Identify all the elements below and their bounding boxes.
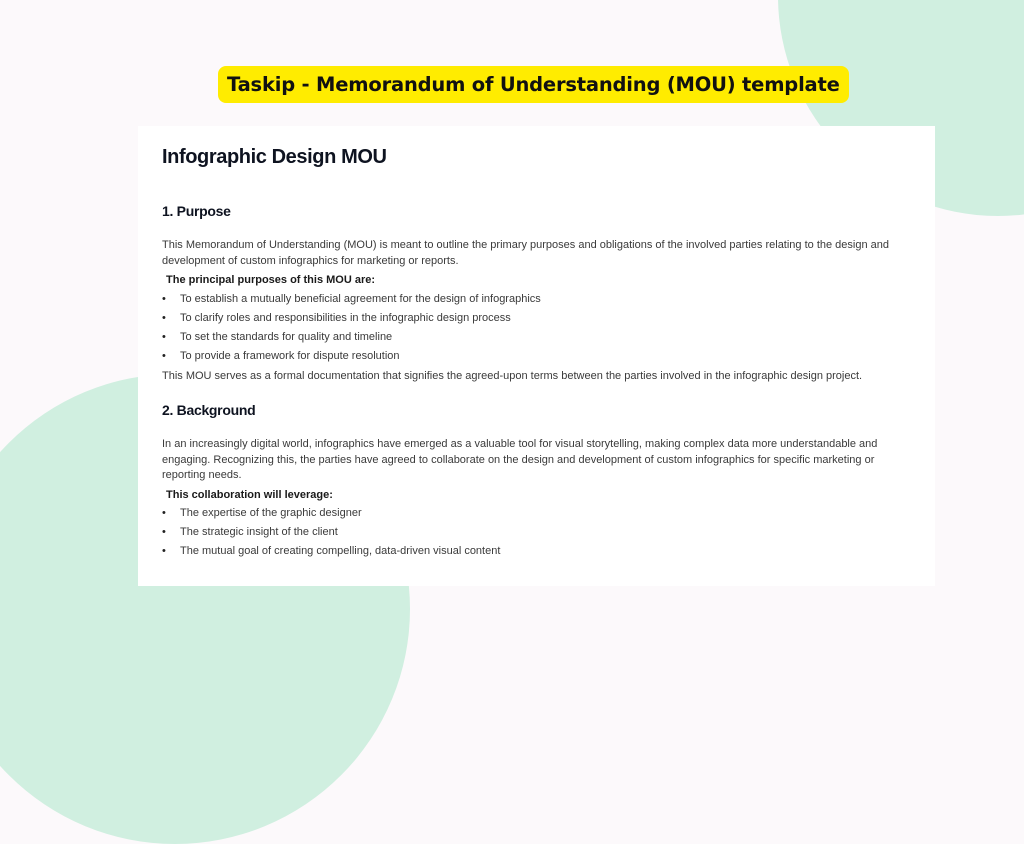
bullet-icon: • [162,507,166,519]
bullet-icon: • [162,350,166,362]
purpose-list-item: • To clarify roles and responsibilities in the infographic design process [162,312,511,324]
purpose-list-item: • To establish a mutually beneficial agreement for the design of infographics [162,293,541,305]
purpose-closing: This MOU serves as a formal documentation that signifies the agreed-upon terms between the parties involved in the infographic design project. [162,370,863,382]
bullet-icon: • [162,545,166,557]
background-list-item: • The strategic insight of the client [162,526,338,538]
template-title-banner [218,66,849,103]
section-heading-background: 2. Background [162,402,256,418]
banner-title: Taskip - Memorandum of Understanding (MOU) template [227,73,840,96]
bullet-icon: • [162,312,166,324]
purpose-intro: This Memorandum of Understanding (MOU) is meant to outline the primary purposes and obligations of the involved parties relating to the design and development of custom infographics for marketing or reports. [162,239,889,267]
document-title: Infographic Design MOU [162,146,387,168]
document-card [138,126,935,586]
background-intro: In an increasingly digital world, infographics have emerged as a valuable tool for visual storytelling, making complex data more understandable and engaging. Recognizing this, the parties have agreed to collaborate on the design and development of custom infographics for specific marketing or reporting needs. [162,438,878,481]
background-list-item: • The expertise of the graphic designer [162,507,362,519]
purpose-list-item: • To provide a framework for dispute resolution [162,350,400,362]
section-heading-purpose: 1. Purpose [162,203,231,219]
purpose-list-title: The principal purposes of this MOU are: [166,274,376,286]
bullet-icon: • [162,293,166,305]
bullet-icon: • [162,526,166,538]
background-list-title: This collaboration will leverage: [166,489,333,501]
background-list-item: • The mutual goal of creating compelling, data-driven visual content [162,545,501,557]
purpose-list-item: • To set the standards for quality and timeline [162,331,393,343]
bullet-icon: • [162,331,166,343]
